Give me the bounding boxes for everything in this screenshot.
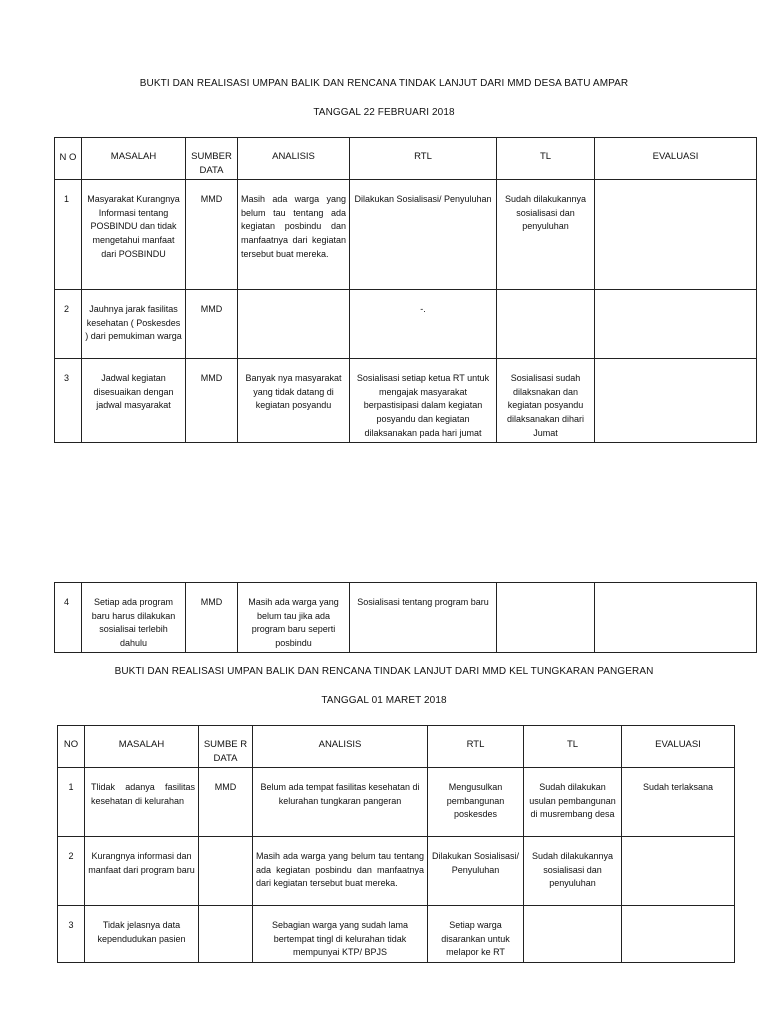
row-evaluasi	[595, 583, 757, 653]
row-evaluasi: Sudah terlaksana	[622, 768, 735, 837]
row-rtl: -.	[350, 290, 497, 359]
row-sumber: MMD	[186, 180, 238, 290]
row-no: 4	[55, 583, 82, 653]
row-no: 1	[58, 768, 85, 837]
row-no: 2	[58, 837, 85, 906]
row-masalah: Kurangnya informasi dan manfaat dari program baru	[85, 837, 199, 906]
header-masalah: MASALAH	[82, 138, 186, 180]
row-tl	[497, 290, 595, 359]
header-rtl: RTL	[428, 726, 524, 768]
table-row	[58, 837, 735, 906]
header-rtl: RTL	[350, 138, 497, 180]
header-no: NO	[58, 726, 85, 768]
doc1-title: BUKTI DAN REALISASI UMPAN BALIK DAN RENCANA TINDAK LANJUT DARI MMD DESA BATU AMPAR	[139, 78, 629, 89]
header-evaluasi: EVALUASI	[622, 726, 735, 768]
row-evaluasi	[595, 359, 757, 443]
row-tl: Sudah dilakukan usulan pembangunan di musrembang desa	[524, 768, 622, 837]
row-tl: Sudah dilakukannya sosialisasi dan penyuluhan	[524, 837, 622, 906]
row-analisis: Masih ada warga yang belum tau tentang ada kegiatan posbindu dan manfaatnya dari kegiatan tersebut buat mereka.	[253, 837, 428, 906]
table-row	[58, 906, 735, 963]
header-tl: TL	[524, 726, 622, 768]
header-sumber-data: SUMBER DATA	[186, 138, 238, 180]
row-evaluasi	[622, 906, 735, 963]
row-masalah: Jadwal kegiatan disesuaikan dengan jadwal masyarakat	[82, 359, 186, 443]
table-header-row	[58, 726, 735, 768]
row-sumber	[199, 837, 253, 906]
doc1-date: TANGGAL 22 FEBRUARI 2018	[313, 107, 455, 118]
row-evaluasi	[595, 180, 757, 290]
table-row	[55, 583, 757, 653]
header-analisis: ANALISIS	[238, 138, 350, 180]
row-masalah: Masyarakat Kurangnya Informasi tentang POSBINDU dan tidak mengetahui manfaat dari POSBINDU	[82, 180, 186, 290]
row-analisis: Belum ada tempat fasilitas kesehatan di kelurahan tungkaran pangeran	[253, 768, 428, 837]
table-row	[55, 290, 757, 359]
table-row	[55, 359, 757, 443]
row-analisis	[238, 290, 350, 359]
row-analisis: Banyak nya masyarakat yang tidak datang di kegiatan posyandu	[238, 359, 350, 443]
row-no: 3	[55, 359, 82, 443]
doc2-date: TANGGAL 01 MARET 2018	[321, 695, 447, 706]
row-tl: Sosialisasi sudah dilaksnakan dan kegiatan posyandu dilaksanakan dihari Jumat	[497, 359, 595, 443]
row-sumber: MMD	[186, 290, 238, 359]
doc1-table	[54, 137, 757, 443]
row-rtl: Sosialisasi setiap ketua RT untuk mengajak masyarakat berpastisipasi dalam kegiatan posyandu dan kegiatan dilaksanakan pada hari jumat	[350, 359, 497, 443]
row-sumber: MMD	[186, 583, 238, 653]
header-masalah: MASALAH	[85, 726, 199, 768]
doc2-table	[57, 725, 735, 963]
row-evaluasi	[622, 837, 735, 906]
table-row	[58, 768, 735, 837]
table-header-row	[55, 138, 757, 180]
doc2-title: BUKTI DAN REALISASI UMPAN BALIK DAN RENCANA TINDAK LANJUT DARI MMD KEL TUNGKARAN PANGERAN	[114, 666, 654, 677]
header-no: N O	[55, 138, 82, 180]
row-masalah: Setiap ada program baru harus dilakukan sosialisai terlebih dahulu	[82, 583, 186, 653]
doc1-table-continued	[54, 582, 757, 653]
row-no: 3	[58, 906, 85, 963]
row-sumber: MMD	[186, 359, 238, 443]
row-tl	[524, 906, 622, 963]
row-rtl: Dilakukan Sosialisasi/ Penyuluhan	[350, 180, 497, 290]
row-no: 2	[55, 290, 82, 359]
row-masalah: Tidak jelasnya data kependudukan pasien	[85, 906, 199, 963]
row-rtl: Setiap warga disarankan untuk melapor ke RT	[428, 906, 524, 963]
header-evaluasi: EVALUASI	[595, 138, 757, 180]
header-tl: TL	[497, 138, 595, 180]
row-analisis: Masih ada warga yang belum tau jika ada program baru seperti posbindu	[238, 583, 350, 653]
row-no: 1	[55, 180, 82, 290]
row-tl: Sudah dilakukannya sosialisasi dan penyuluhan	[497, 180, 595, 290]
row-masalah: Tlidak adanya fasilitas kesehatan di kelurahan	[85, 768, 199, 837]
row-tl	[497, 583, 595, 653]
row-rtl: Mengusulkan pembangunan poskesdes	[428, 768, 524, 837]
row-analisis: Sebagian warga yang sudah lama bertempat tingl di kelurahan tidak mempunyai KTP/ BPJS	[253, 906, 428, 963]
row-masalah: Jauhnya jarak fasilitas kesehatan ( Poskesdes ) dari pemukiman warga	[82, 290, 186, 359]
row-rtl: Dilakukan Sosialisasi/ Penyuluhan	[428, 837, 524, 906]
row-evaluasi	[595, 290, 757, 359]
header-analisis: ANALISIS	[253, 726, 428, 768]
row-sumber	[199, 906, 253, 963]
row-analisis: Masih ada warga yang belum tau tentang ada kegiatan posbindu dan manfaatnya dari kegiatan tersebut buat mereka.	[238, 180, 350, 290]
header-sumber-data: SUMBE R DATA	[199, 726, 253, 768]
row-rtl: Sosialisasi tentang program baru	[350, 583, 497, 653]
table-row	[55, 180, 757, 290]
row-sumber: MMD	[199, 768, 253, 837]
